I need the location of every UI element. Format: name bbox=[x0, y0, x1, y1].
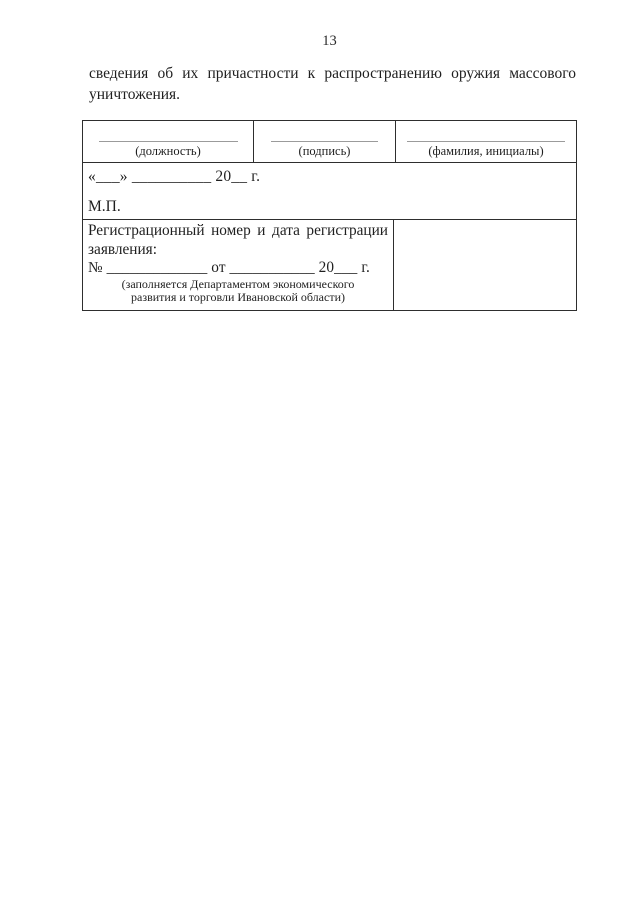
signature-label-name: (фамилия, инициалы) bbox=[428, 144, 544, 158]
registration-note-line-2: развития и торговли Ивановской области) bbox=[131, 290, 345, 304]
registration-number-blank-line: № _____________ от ___________ 20___ г. bbox=[88, 258, 370, 276]
registration-note bbox=[88, 278, 388, 305]
signature-blank-line-signature bbox=[271, 141, 378, 142]
registration-row bbox=[83, 220, 576, 310]
body-paragraph bbox=[89, 64, 576, 105]
signature-blank-line-position bbox=[99, 141, 238, 142]
signature-cell-position bbox=[83, 121, 254, 162]
registration-title-line-2: заявления: bbox=[88, 240, 157, 258]
registration-empty-cell bbox=[394, 220, 576, 310]
registration-title-line-1: Регистрационный номер и дата регистрации bbox=[88, 222, 388, 239]
signature-row bbox=[83, 121, 576, 163]
date-row bbox=[83, 163, 576, 220]
signature-cell-signature bbox=[254, 121, 396, 162]
registration-cell bbox=[83, 220, 394, 310]
registration-note-line-1: (заполняется Департаментом экономического bbox=[121, 276, 355, 291]
signature-cell-name bbox=[396, 121, 576, 162]
paragraph-line-1: сведения об их причастности к распространению оружия массового bbox=[89, 65, 576, 82]
page-number: 13 bbox=[322, 33, 337, 49]
signature-label-signature: (подпись) bbox=[298, 144, 351, 158]
date-blank-line: «___» __________ 20__ г. bbox=[88, 168, 261, 185]
signature-blank-line-name bbox=[407, 141, 565, 142]
seal-mark: М.П. bbox=[88, 198, 121, 215]
signature-and-registration-table bbox=[82, 120, 577, 311]
signature-label-position: (должность) bbox=[135, 144, 201, 158]
paragraph-line-2: уничтожения. bbox=[89, 85, 181, 103]
